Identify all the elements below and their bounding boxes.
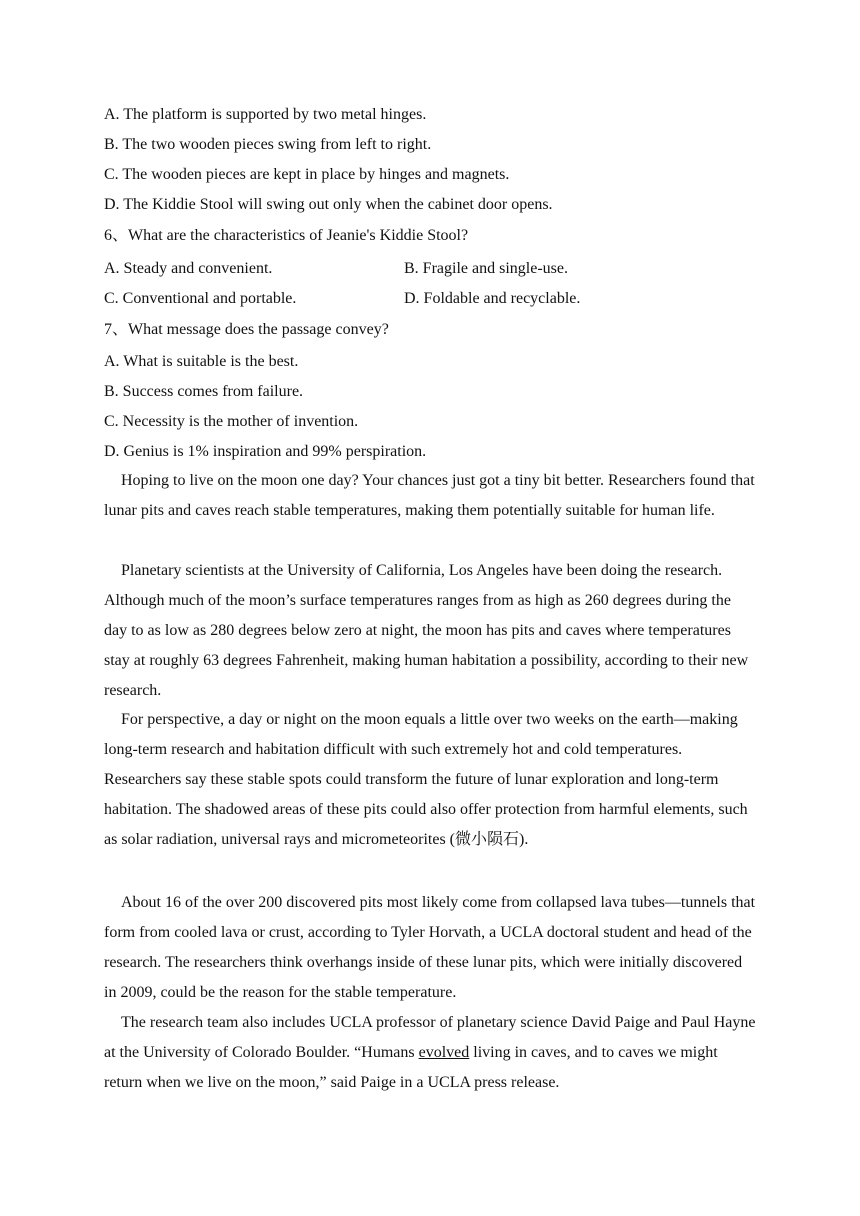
passage-paragraph-1	[104, 466, 756, 526]
q6-option-b: B. Fragile and single-use.	[404, 260, 568, 277]
passage-paragraph-2	[104, 556, 756, 706]
passage-paragraph-3	[104, 705, 756, 855]
passage-paragraph-5	[104, 1008, 756, 1098]
q5-option-b: B. The two wooden pieces swing from left to right.	[104, 136, 432, 153]
underlined-word-evolved: evolved	[418, 1043, 470, 1061]
q7-question: 7、What message does the passage convey?	[104, 321, 389, 338]
q5-option-d: D. The Kiddie Stool will swing out only when the cabinet door opens.	[104, 196, 553, 213]
q5-option-a: A. The platform is supported by two metal hinges.	[104, 106, 427, 123]
passage-p3-text: For perspective, a day or night on the moon equals a little over two weeks on the earth—making long-term research and habitation difficult with such extremely hot and cold temperatures. Researchers say these stable spots could transform the future of lunar exploration and long-term habitation. The shadowed areas of these pits could also offer protection from harmful elements, such as solar radiation, universal rays and micrometeorites (微小陨石).	[104, 711, 748, 848]
q7-option-b: B. Success comes from failure.	[104, 383, 304, 400]
q5-option-c: C. The wooden pieces are kept in place by hinges and magnets.	[104, 166, 510, 183]
q7-option-c: C. Necessity is the mother of invention.	[104, 413, 359, 430]
q6-question: 6、What are the characteristics of Jeanie's Kiddie Stool?	[104, 227, 469, 244]
passage-p5-text-before: The research team also includes UCLA professor of planetary science David Paige and Paul Hayne at the University of Colorado Boulder. “Humans	[104, 1014, 756, 1061]
passage-p4-text: About 16 of the over 200 discovered pits most likely come from collapsed lava tubes—tunnels that form from cooled lava or crust, according to Tyler Horvath, a UCLA doctoral student and head of the research. The researchers think overhangs inside of these lunar pits, which were initially discovered in 2009, could be the reason for the stable temperature.	[104, 894, 756, 1001]
passage-p2-text: Planetary scientists at the University of California, Los Angeles have been doing the research. Although much of the moon’s surface temperatures ranges from as high as 260 degrees during the day to as low as 280 degrees below zero at night, the moon has pits and caves where temperatures stay at roughly 63 degrees Fahrenheit, making human habitation a possibility, according to their new research.	[104, 562, 749, 699]
q7-option-a: A. What is suitable is the best.	[104, 353, 299, 370]
q7-option-d: D. Genius is 1% inspiration and 99% perspiration.	[104, 443, 427, 460]
q6-option-a: A. Steady and convenient.	[104, 260, 273, 277]
q6-option-c: C. Conventional and portable.	[104, 290, 297, 307]
q6-option-d: D. Foldable and recyclable.	[404, 290, 581, 307]
passage-p1-text: Hoping to live on the moon one day? Your chances just got a tiny bit better. Researchers found that lunar pits and caves reach stable temperatures, making them potentially suitable for human life.	[104, 472, 755, 519]
passage-p5-text-after: living in caves, and to caves we might return when we live on the moon,” said Paige in a UCLA press release.	[104, 1043, 718, 1091]
passage-paragraph-4	[104, 888, 756, 1008]
